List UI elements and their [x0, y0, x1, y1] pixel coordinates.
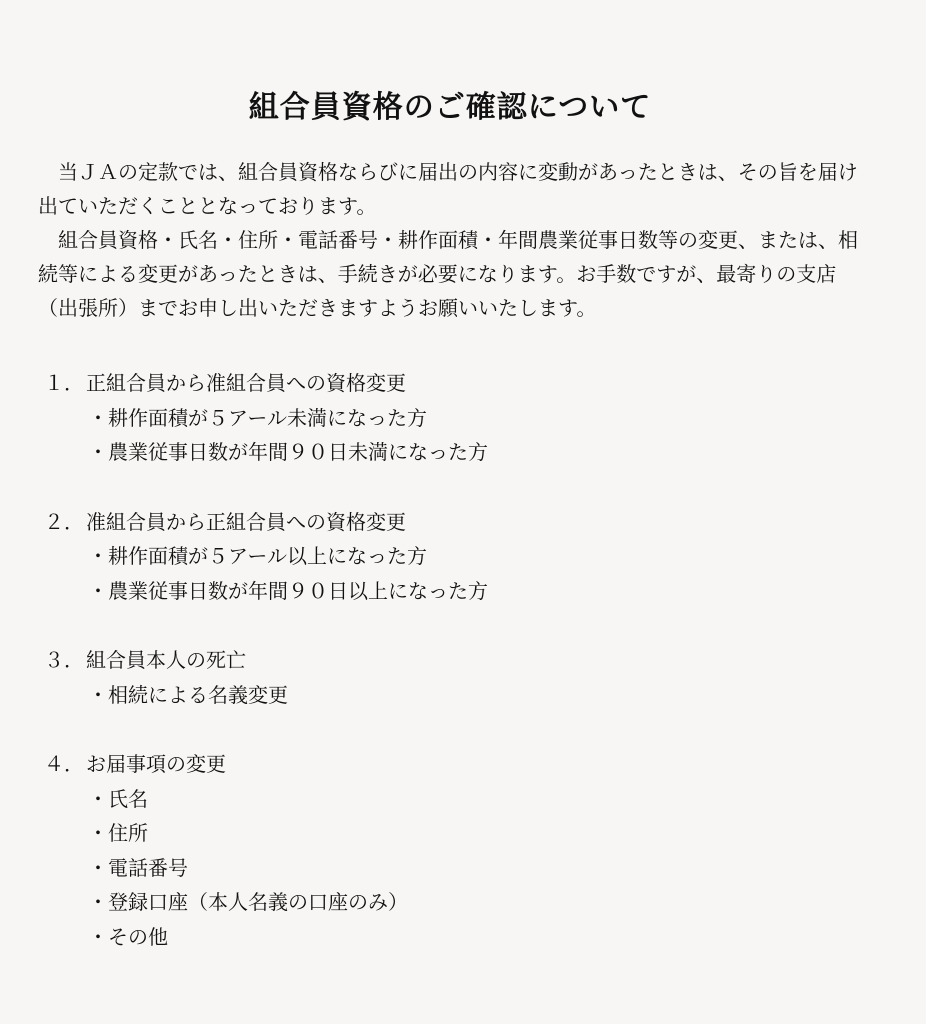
- bullet-icon: ・: [88, 578, 108, 603]
- list-item-text: 農業従事日数が年間９０日以上になった方: [108, 578, 488, 603]
- list-item: [88, 885, 874, 920]
- section-2: [44, 505, 874, 609]
- bullet-icon: ・: [88, 440, 108, 464]
- bullet-icon: ・: [88, 682, 108, 707]
- intro-text: [38, 155, 872, 325]
- list-item-text: 電話番号: [108, 855, 188, 880]
- list-item: [88, 401, 874, 436]
- list-item-text: 耕作面積が５アール以上になった方: [108, 544, 427, 568]
- page-title: 組合員資格のご確認について: [248, 90, 652, 126]
- list-item: [88, 678, 874, 713]
- list-item: [88, 816, 874, 851]
- bullet-icon: ・: [88, 890, 108, 914]
- section-number: ４．: [44, 752, 84, 776]
- bullet-icon: ・: [88, 786, 108, 811]
- section-number: ２．: [44, 509, 84, 534]
- section-heading: [44, 643, 874, 678]
- section-heading-text: 組合員本人の死亡: [86, 648, 246, 672]
- list-item-text: 相続による名義変更: [108, 682, 288, 707]
- section-3: [44, 643, 874, 712]
- list-item: [88, 851, 874, 886]
- section-items: [44, 782, 874, 955]
- list-item: [88, 435, 874, 470]
- section-number: ３．: [44, 648, 84, 672]
- list-item: [88, 920, 874, 955]
- section-items: [44, 539, 874, 608]
- section-heading-text: 正組合員から准組合員への資格変更: [86, 371, 406, 395]
- section-4: [44, 747, 874, 954]
- bullet-icon: ・: [88, 855, 108, 880]
- intro-paragraph-1: 当ＪＡの定款では、組合員資格ならびに届出の内容に変動があったときは、その旨を届け出ていただくこととなっております。: [38, 160, 858, 218]
- section-heading-text: 准組合員から正組合員への資格変更: [86, 509, 406, 534]
- section-heading: [44, 747, 874, 782]
- list-item-text: 住所: [108, 821, 148, 845]
- intro-paragraph-2: 組合員資格・氏名・住所・電話番号・耕作面積・年間農業従事日数等の変更、または、相続等による変更があったときは、手続きが必要になります。お手数ですが、最寄りの支店（出張所）までお申し出いただきますようお願いいたします。: [38, 228, 858, 320]
- section-1: [44, 366, 874, 470]
- section-number: １．: [44, 371, 84, 395]
- section-heading: [44, 505, 874, 540]
- bullet-icon: ・: [88, 924, 108, 949]
- section-items: [44, 678, 874, 713]
- section-items: [44, 401, 874, 470]
- list-item-text: その他: [108, 924, 168, 949]
- list-item-text: 農業従事日数が年間９０日未満になった方: [108, 440, 488, 464]
- section-list: [44, 366, 874, 989]
- list-item-text: 耕作面積が５アール未満になった方: [108, 405, 427, 430]
- list-item-text: 登録口座（本人名義の口座のみ）: [108, 890, 408, 914]
- bullet-icon: ・: [88, 821, 108, 845]
- list-item: [88, 782, 874, 817]
- section-heading: [44, 366, 874, 401]
- list-item-text: 氏名: [108, 786, 148, 811]
- section-heading-text: お届事項の変更: [86, 752, 226, 776]
- list-item: [88, 574, 874, 609]
- list-item: [88, 539, 874, 574]
- bullet-icon: ・: [88, 405, 108, 430]
- bullet-icon: ・: [88, 544, 108, 568]
